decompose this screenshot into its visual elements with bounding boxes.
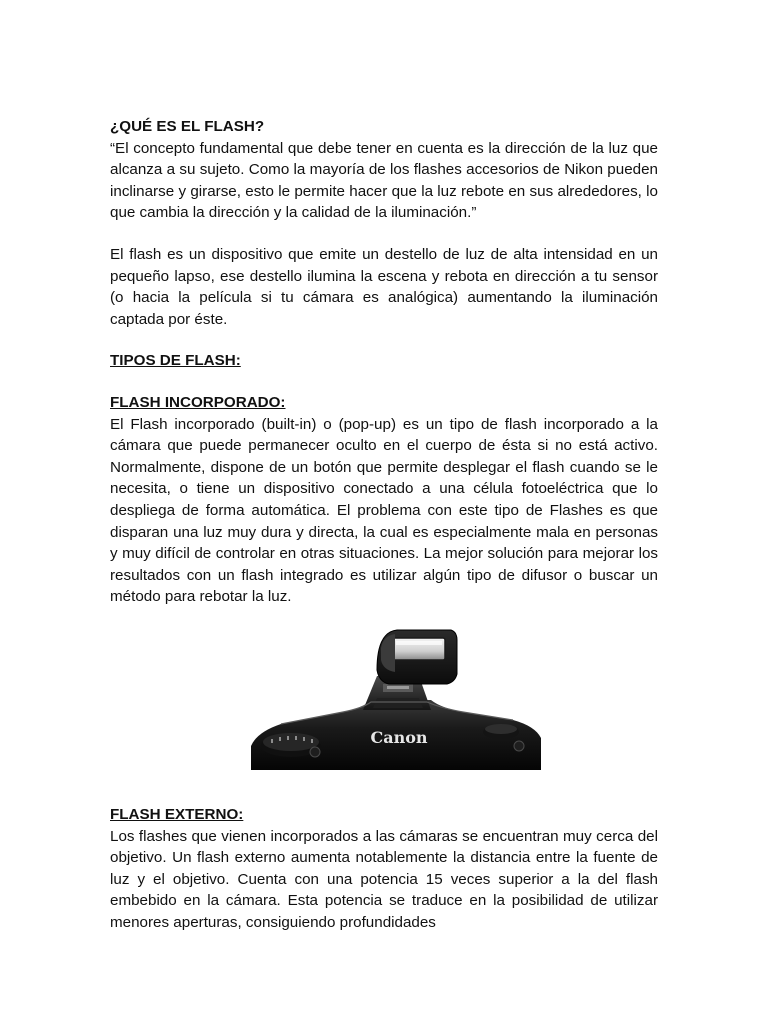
section-heading-built-in-flash: FLASH INCORPORADO: [110,393,286,411]
section-heading-flash-types: TIPOS DE FLASH: [110,352,241,370]
canon-logo: Canon [370,728,428,747]
camera-popup-flash-image [251,628,541,770]
external-flash-paragraph: Los flashes que vienen incorporados a las cámaras se encuentran muy cerca del objetivo. Un flash externo aumenta notablemente la distancia entre la fuente de luz y el objetivo. Cuenta con una potencia 15 veces superior a la del flash embebido en la cámara. Esta potencia se traduce en la posibilidad de utilizar menores aperturas, consiguiendo profundidades [110,827,658,931]
quote-paragraph: “El concepto fundamental que debe tener en cuenta es la dirección de la luz que alcanza a su sujeto. Como la mayoría de los flashes accesorios de Nikon pueden inclinarse y girarse, esto le permite hacer que la luz rebote en sus alrededores, lo que cambia la dirección y la calidad de la iluminación.” [110,139,658,222]
section-heading-external-flash: FLASH EXTERNO: [110,806,244,823]
external-flash-section [110,804,658,934]
section-heading-what-is-flash: ¿QUÉ ES EL FLASH? [110,118,265,135]
definition-paragraph: El flash es un dispositivo que emite un destello de luz de alta intensidad en un pequeño lapso, ese destello ilumina la escena y rebota en dirección a tu sensor (o hacia la película si tu cámara es analógica) aumentando la iluminación captada por éste. [110,245,658,328]
document-body [110,116,658,608]
built-in-flash-paragraph: El Flash incorporado (built-in) o (pop-up) es un tipo de flash incorporado a la cámara que puede permanecer oculto en el cuerpo de ésta si no está activo. Normalmente, dispone de un botón que permite desplegar el flash cuando se le necesita, o tiene un dispositivo conectado a una célula fotoeléctrica que lo despliega de forma automática. El problema con este tipo de Flashes es que disparan una luz muy dura y directa, la cual es especialmente mala en personas y muy difícil de controlar en otras situaciones. La mejor solución para mejorar los resultados con un flash integrado es utilizar algún tipo de difusor o buscar un método para rebotar la luz. [110,415,658,606]
